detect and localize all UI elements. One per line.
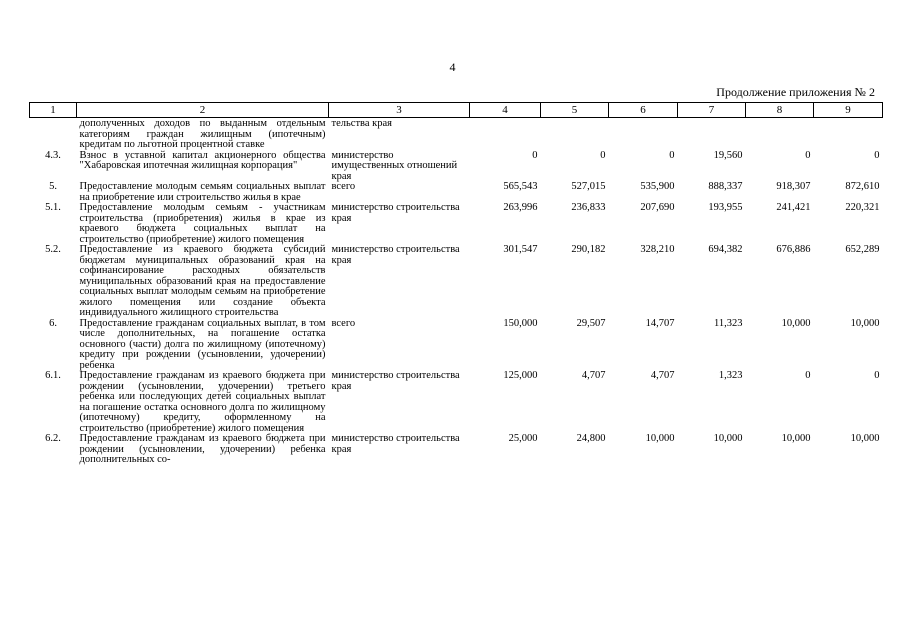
row-executor: министерство строительства края [331,370,460,392]
row-name: Взнос в уставной капитал акционерного общества "Хабаровская ипотечная жилищная корпорация" [79,149,326,171]
header-cell: 7 [678,103,746,118]
row-value [609,118,678,151]
row-value: 125,000 [503,370,538,381]
row-value: 290,182 [571,244,606,255]
row-value: 10,000 [850,317,880,329]
row-number: 4.3. [45,149,61,161]
header-cell: 6 [609,103,678,118]
row-name: Предоставление гражданам социальных выплат, в том числе дополнительных, на погашение остатка основного (части) долга по жилищному (ипотечному) кредиту при рождении (усыновлении, удочерении) ребенка [79,317,326,371]
row-value: 4,707 [581,370,606,381]
row-value: 11,323 [714,317,743,329]
row-value: 0 [874,149,880,161]
row-value: 527,015 [571,181,606,192]
row-value: 301,547 [503,244,538,255]
row-value: 29,507 [576,317,606,329]
header-cell: 4 [470,103,541,118]
row-executor: министерство строительства края [331,202,460,224]
row-name: Предоставление гражданам из краевого бюджета при рождении (усыновлении, удочерении) третьего ребенка или последующих детей социальных выплат на погашение остатка основного долга по жилищному (ипотечному) кредиту, оформленному на строительство (приобретение) жилого помещения [79,370,326,434]
table-row [30,434,883,466]
row-value [470,118,541,151]
row-number: 6.2. [45,433,61,444]
row-executor: всего [331,317,356,329]
row-value: 0 [805,370,811,381]
header-cell: 2 [77,103,329,118]
row-value: 263,996 [503,202,538,213]
header-cell: 3 [329,103,470,118]
row-value [541,118,609,151]
row-value: 652,289 [845,244,880,255]
row-value: 19,560 [713,149,743,161]
header-cell: 9 [814,103,883,118]
page-number: 4 [449,60,456,74]
row-value [678,118,746,151]
table-row [30,245,883,319]
row-value: 150,000 [503,317,538,329]
table-row [30,371,883,434]
row-executor: министерство строительства края [331,244,460,266]
header-cell: 5 [541,103,609,118]
row-value: 14,707 [645,317,675,329]
row-value [814,118,883,151]
row-name: Предоставление гражданам из краевого бюджета при рождении (усыновлении, удочерении) ребенка дополнительных со- [79,433,326,465]
row-number [30,118,77,151]
row-value: 193,955 [708,202,743,213]
row-value [746,118,814,151]
row-value: 207,690 [640,202,675,213]
row-number: 5. [49,181,57,192]
row-value: 872,610 [845,181,880,192]
row-value: 565,543 [503,181,538,192]
header-cell: 1 [30,103,77,118]
row-value: 0 [600,149,606,161]
row-name: Предоставление молодым семьям - участникам строительства (приобретения) жилья в крае из краевого бюджета социальных выплат на строительство (приобретение) жилого помещения [79,202,326,245]
row-name: Предоставление из краевого бюджета субсидий бюджетам муниципальных образований края на софинансирование расходных обязательств муниципальных образований края на предоставление социальных выплат молодым семьям на приобретение жилого помещения или создание объекта индивидуального жилищного строительства [79,244,326,318]
row-value: 10,000 [850,433,880,444]
row-value: 0 [805,149,811,161]
row-value: 220,321 [845,202,880,213]
row-number: 6.1. [45,370,61,381]
row-number: 5.2. [45,244,61,255]
row-value: 25,000 [508,433,538,444]
table-row [30,151,883,183]
row-value: 1,323 [718,370,743,381]
row-value: 0 [532,149,538,161]
row-executor: тельства края [331,118,392,129]
row-value: 24,800 [576,433,606,444]
row-value: 0 [669,149,675,161]
row-value: 676,886 [776,244,811,255]
row-executor: министерство имущественных отношений края [331,149,458,182]
row-value: 888,337 [708,181,743,192]
row-value: 535,900 [640,181,675,192]
row-number: 6. [49,317,57,329]
header-cell: 8 [746,103,814,118]
row-value: 694,382 [708,244,743,255]
budget-table [29,102,883,466]
row-executor: всего [331,181,356,192]
row-value: 10,000 [713,433,743,444]
row-name: дополученных доходов по выданным отдельным категориям граждан жилищным (ипотечным) кредитам по льготной процентной ставке [79,118,326,150]
table-row [30,182,883,203]
row-executor: министерство строительства края [331,433,460,455]
row-value: 10,000 [781,317,811,329]
table-row [30,118,883,151]
row-value: 10,000 [781,433,811,444]
row-value: 4,707 [650,370,675,381]
row-value: 10,000 [645,433,675,444]
row-value: 328,210 [640,244,675,255]
header-row [30,103,883,118]
table-row [30,203,883,245]
row-name: Предоставление молодым семьям социальных выплат на приобретение или строительство жилья в крае [79,181,326,203]
table-row [30,319,883,372]
row-value: 236,833 [571,202,606,213]
row-number: 5.1. [45,202,61,213]
row-value: 0 [874,370,880,381]
row-value: 241,421 [776,202,811,213]
continuation-label: Продолжение приложения № 2 [716,85,875,99]
row-value: 918,307 [776,181,811,192]
